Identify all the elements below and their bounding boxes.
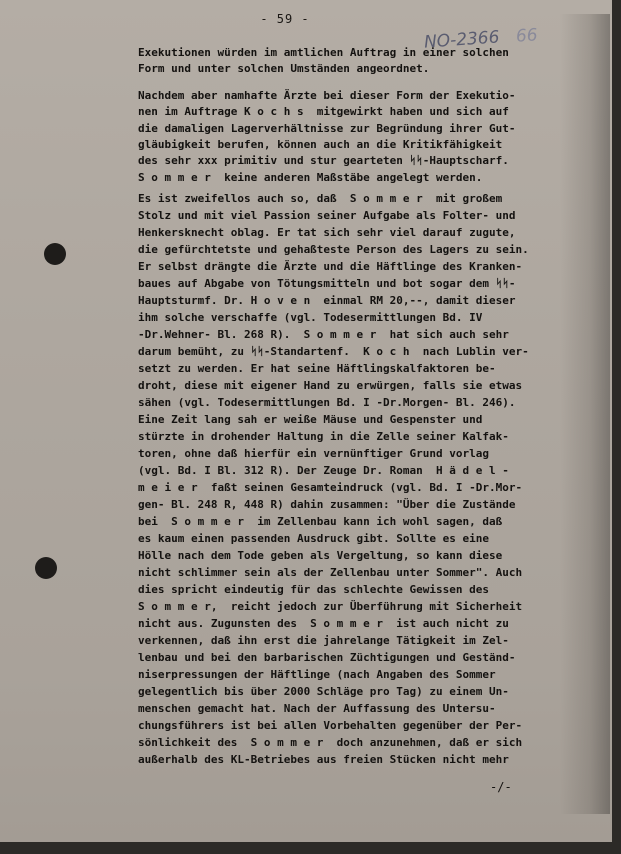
text-line: chungsführers ist bei allen Vorbehalten gegenüber der Per- [138,719,523,733]
text-line: (vgl. Bd. I Bl. 312 R). Der Zeuge Dr. Roman H ä d e l - [138,464,509,478]
text-line: Er selbst drängte die Ärzte und die Häftlinge des Kranken- [138,260,523,274]
text-line: setzt zu werden. Er hat seine Häftlingskalfaktoren be- [138,362,496,376]
continuation-mark: -/- [490,780,512,794]
text-line: die damaligen Lagerverhältnisse zur Begründung ihrer Gut- [138,121,516,135]
corner-number: 66 [515,25,539,47]
text-line: gen- Bl. 248 R, 448 R) dahin zusammen: "Über die Zustände [138,498,516,512]
text-line: sönlichkeit des S o m m e r doch anzunehmen, daß er sich [138,736,523,750]
punch-hole-bottom [35,557,57,579]
text-line: es kaum einen passenden Ausdruck gibt. Sollte es eine [138,532,489,546]
text-line: m e i e r faßt seinen Gesamteindruck (vgl. Bd. I -Dr.Mor- [138,481,523,495]
text-line: S o m m e r, reicht jedoch zur Überführung mit Sicherheit [138,600,523,614]
archive-stamp: NO-2366 [423,27,501,53]
text-line: nen im Auftrage K o c h s mitgewirkt haben und sich auf [138,105,509,119]
text-line: ihm solche verschaffe (vgl. Todesermittlungen Bd. IV [138,311,483,325]
text-line: Hauptsturmf. Dr. H o v e n einmal RM 20,--, damit dieser [138,294,516,308]
text-line: Es ist zweifellos auch so, daß S o m m e r mit großem [138,192,503,206]
text-line: des sehr xxx primitiv und stur gearteten ᛋᛋ-Hauptscharf. [138,154,509,168]
page-number: - 59 - [260,12,310,26]
text-line: menschen gemacht hat. Nach der Auffassung des Untersu- [138,702,496,716]
text-line: toren, ohne daß hierfür ein vernünftiger Grund vorlag [138,447,489,461]
text-line: baues auf Abgabe von Tötungsmitteln und bot sogar dem ᛋᛋ- [138,277,516,291]
page-edge-shadow [560,14,610,814]
text-line: nicht schlimmer sein als der Zellenbau unter Sommer". Auch [138,566,523,580]
text-line: niserpressungen der Häftlinge (nach Angaben des Sommer [138,668,496,682]
text-line: lenbau und bei den barbarischen Züchtigungen und Geständ- [138,651,516,665]
text-line: S o m m e r keine anderen Maßstäbe angelegt werden. [138,170,483,184]
text-line: gläubigkeit berufen, können auch an die Kritikfähigkeit [138,138,503,151]
text-line: gelegentlich bis über 2000 Schläge pro Tag) zu einem Un- [138,685,509,699]
text-line: bei S o m m e r im Zellenbau kann ich wohl sagen, daß [138,515,503,529]
text-line: Henkersknecht oblag. Er tat sich sehr viel darauf zugute, [138,226,516,240]
text-line: Hölle nach dem Tode geben als Vergeltung, so kann diese [138,549,503,563]
text-line: Eine Zeit lang sah er weiße Mäuse und Gespenster und [138,413,483,427]
text-line: -Dr.Wehner- Bl. 268 R). S o m m e r hat sich auch sehr [138,328,509,342]
text-line: stürzte in drohender Haltung in die Zelle seiner Kalfak- [138,430,509,444]
text-line: die gefürchtetste und gehaßteste Person des Lagers zu sein. [138,243,529,257]
text-line: Exekutionen würden im amtlichen Auftrag in einer solchen [138,46,509,59]
text-line: nicht aus. Zugunsten des S o m m e r ist auch nicht zu [138,617,509,631]
text-line: Form und unter solchen Umständen angeordnet. [138,62,430,76]
text-line: außerhalb des KL-Betriebes aus freien Stücken nicht mehr [138,753,509,767]
punch-hole-top [44,243,66,265]
text-line: droht, diese mit eigener Hand zu erwürgen, falls sie etwas [138,379,523,393]
text-line: sähen (vgl. Todesermittlungen Bd. I -Dr.Morgen- Bl. 246). [138,396,516,410]
text-line: darum bemüht, zu ᛋᛋ-Standartenf. K o c h nach Lublin ver- [138,345,529,359]
text-line: Stolz und mit viel Passion seiner Aufgabe als Folter- und [138,209,516,223]
text-line: Nachdem aber namhafte Ärzte bei dieser Form der Exekutio- [138,88,516,102]
text-line: verkennen, daß ihn erst die jahrelange Tätigkeit im Zel- [138,634,509,648]
text-line: dies spricht eindeutig für das schlechte Gewissen des [138,583,489,597]
